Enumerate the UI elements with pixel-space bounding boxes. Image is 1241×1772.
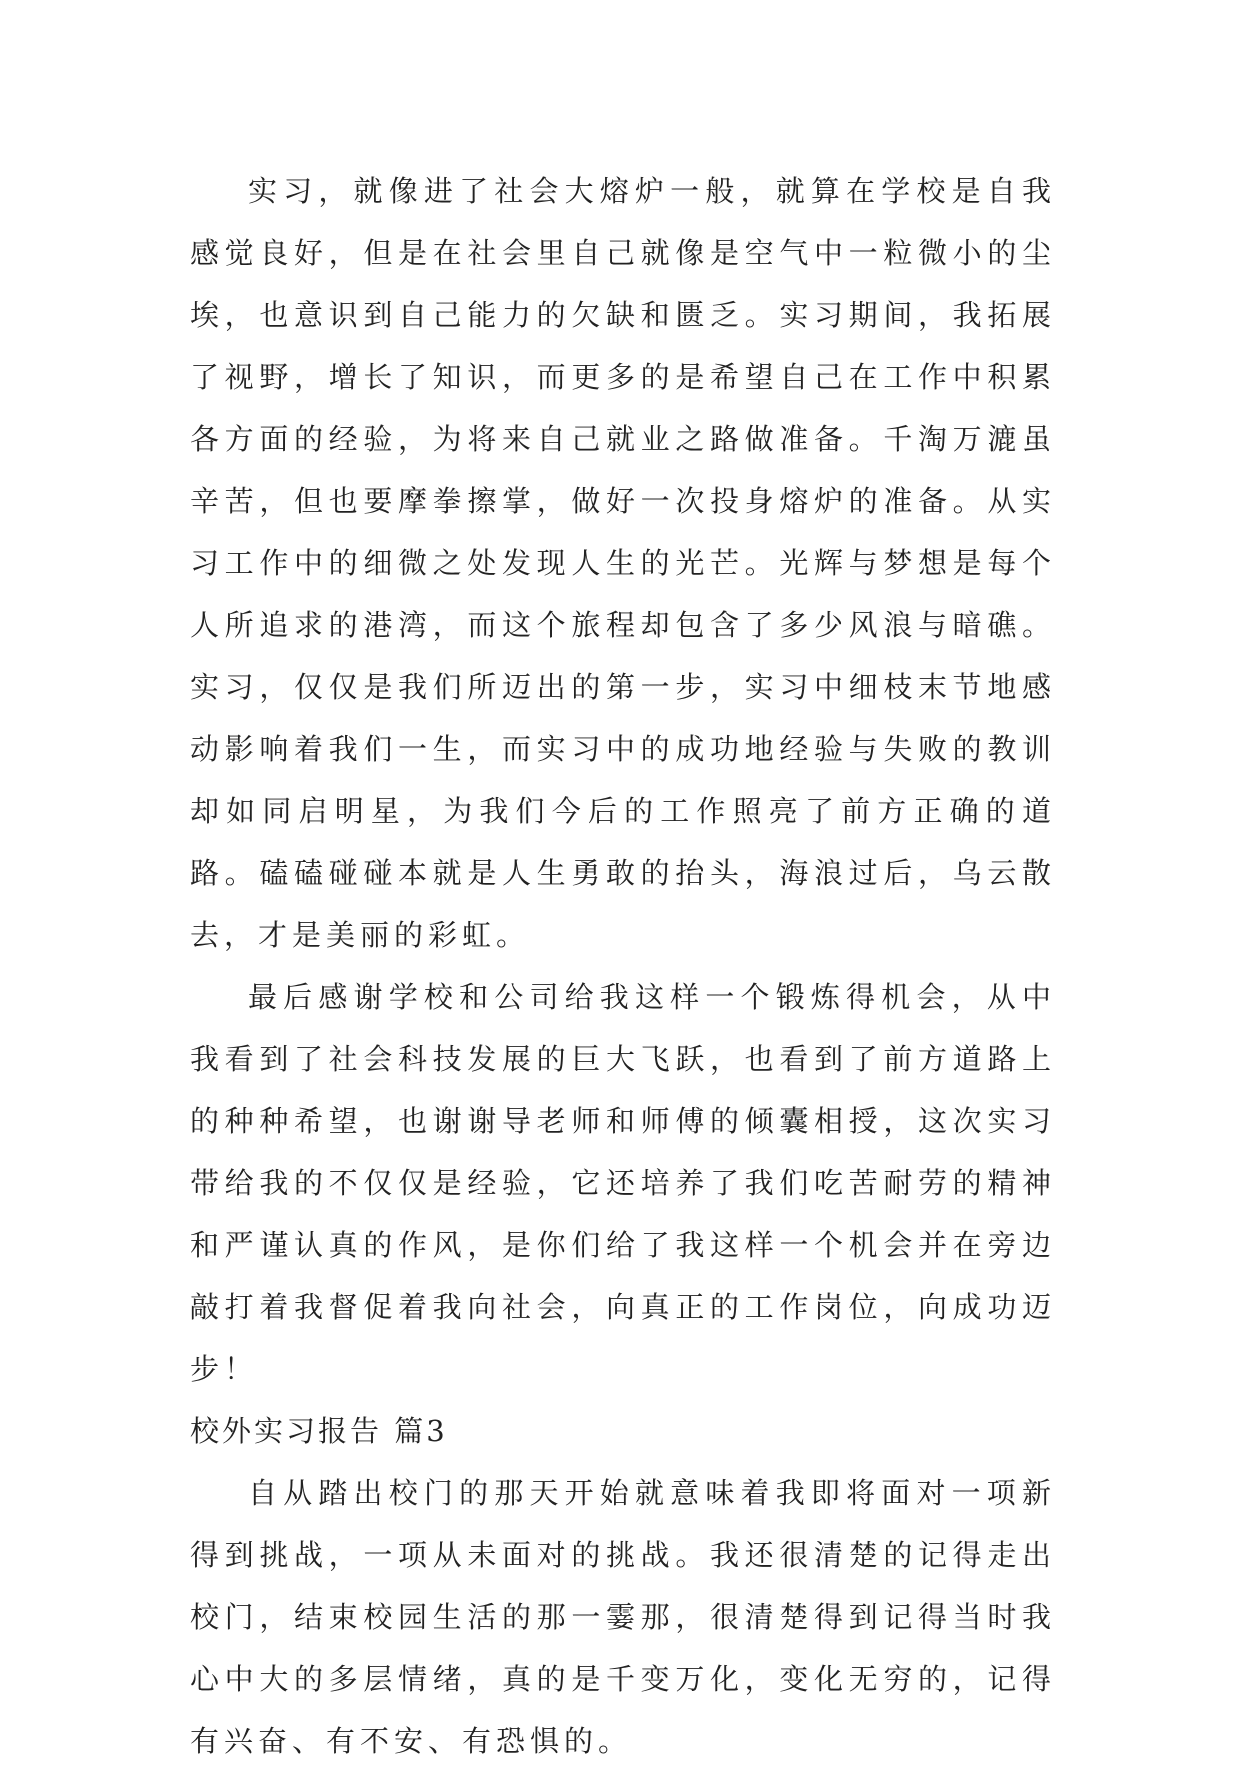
paragraph-thanks: 最后感谢学校和公司给我这样一个锻炼得机会，从中我看到了社会科技发展的巨大飞跃，也看到了前方道路上的种种希望，也谢谢导老师和师傅的倾囊相授，这次实习带给我的不仅仅是经验，它还培养了我们吃苦耐劳的精神和严谨认真的作风，是你们给了我这样一个机会并在旁边敲打着我督促着我向社会，向真正的工作岗位，向成功迈步！	[190, 980, 1056, 1386]
section-heading: 校外实习报告 篇3	[190, 1414, 448, 1448]
document-body	[190, 160, 1056, 1772]
paragraph-internship-reflection: 实习，就像进了社会大熔炉一般，就算在学校是自我感觉良好，但是在社会里自己就像是空气中一粒微小的尘埃，也意识到自己能力的欠缺和匮乏。实习期间，我拓展了视野，增长了知识，而更多的是希望自己在工作中积累各方面的经验，为将来自己就业之路做准备。千淘万漉虽辛苦，但也要摩拳擦掌，做好一次投身熔炉的准备。从实习工作中的细微之处发现人生的光芒。光辉与梦想是每个人所追求的港湾，而这个旅程却包含了多少风浪与暗礁。实习，仅仅是我们所迈出的第一步，实习中细枝末节地感动影响着我们一生，而实习中的成功地经验与失败的教训却如同启明星，为我们今后的工作照亮了前方正确的道路。磕磕碰碰本就是人生勇敢的抬头，海浪过后，乌云散去，才是美丽的彩虹。	[190, 174, 1056, 952]
paragraph-leaving-school: 自从踏出校门的那天开始就意味着我即将面对一项新得到挑战，一项从未面对的挑战。我还很清楚的记得走出校门，结束校园生活的那一霎那，很清楚得到记得当时我心中大的多层情绪，真的是千变万化，变化无穷的，记得有兴奋、有不安、有恐惧的。	[190, 1476, 1056, 1758]
